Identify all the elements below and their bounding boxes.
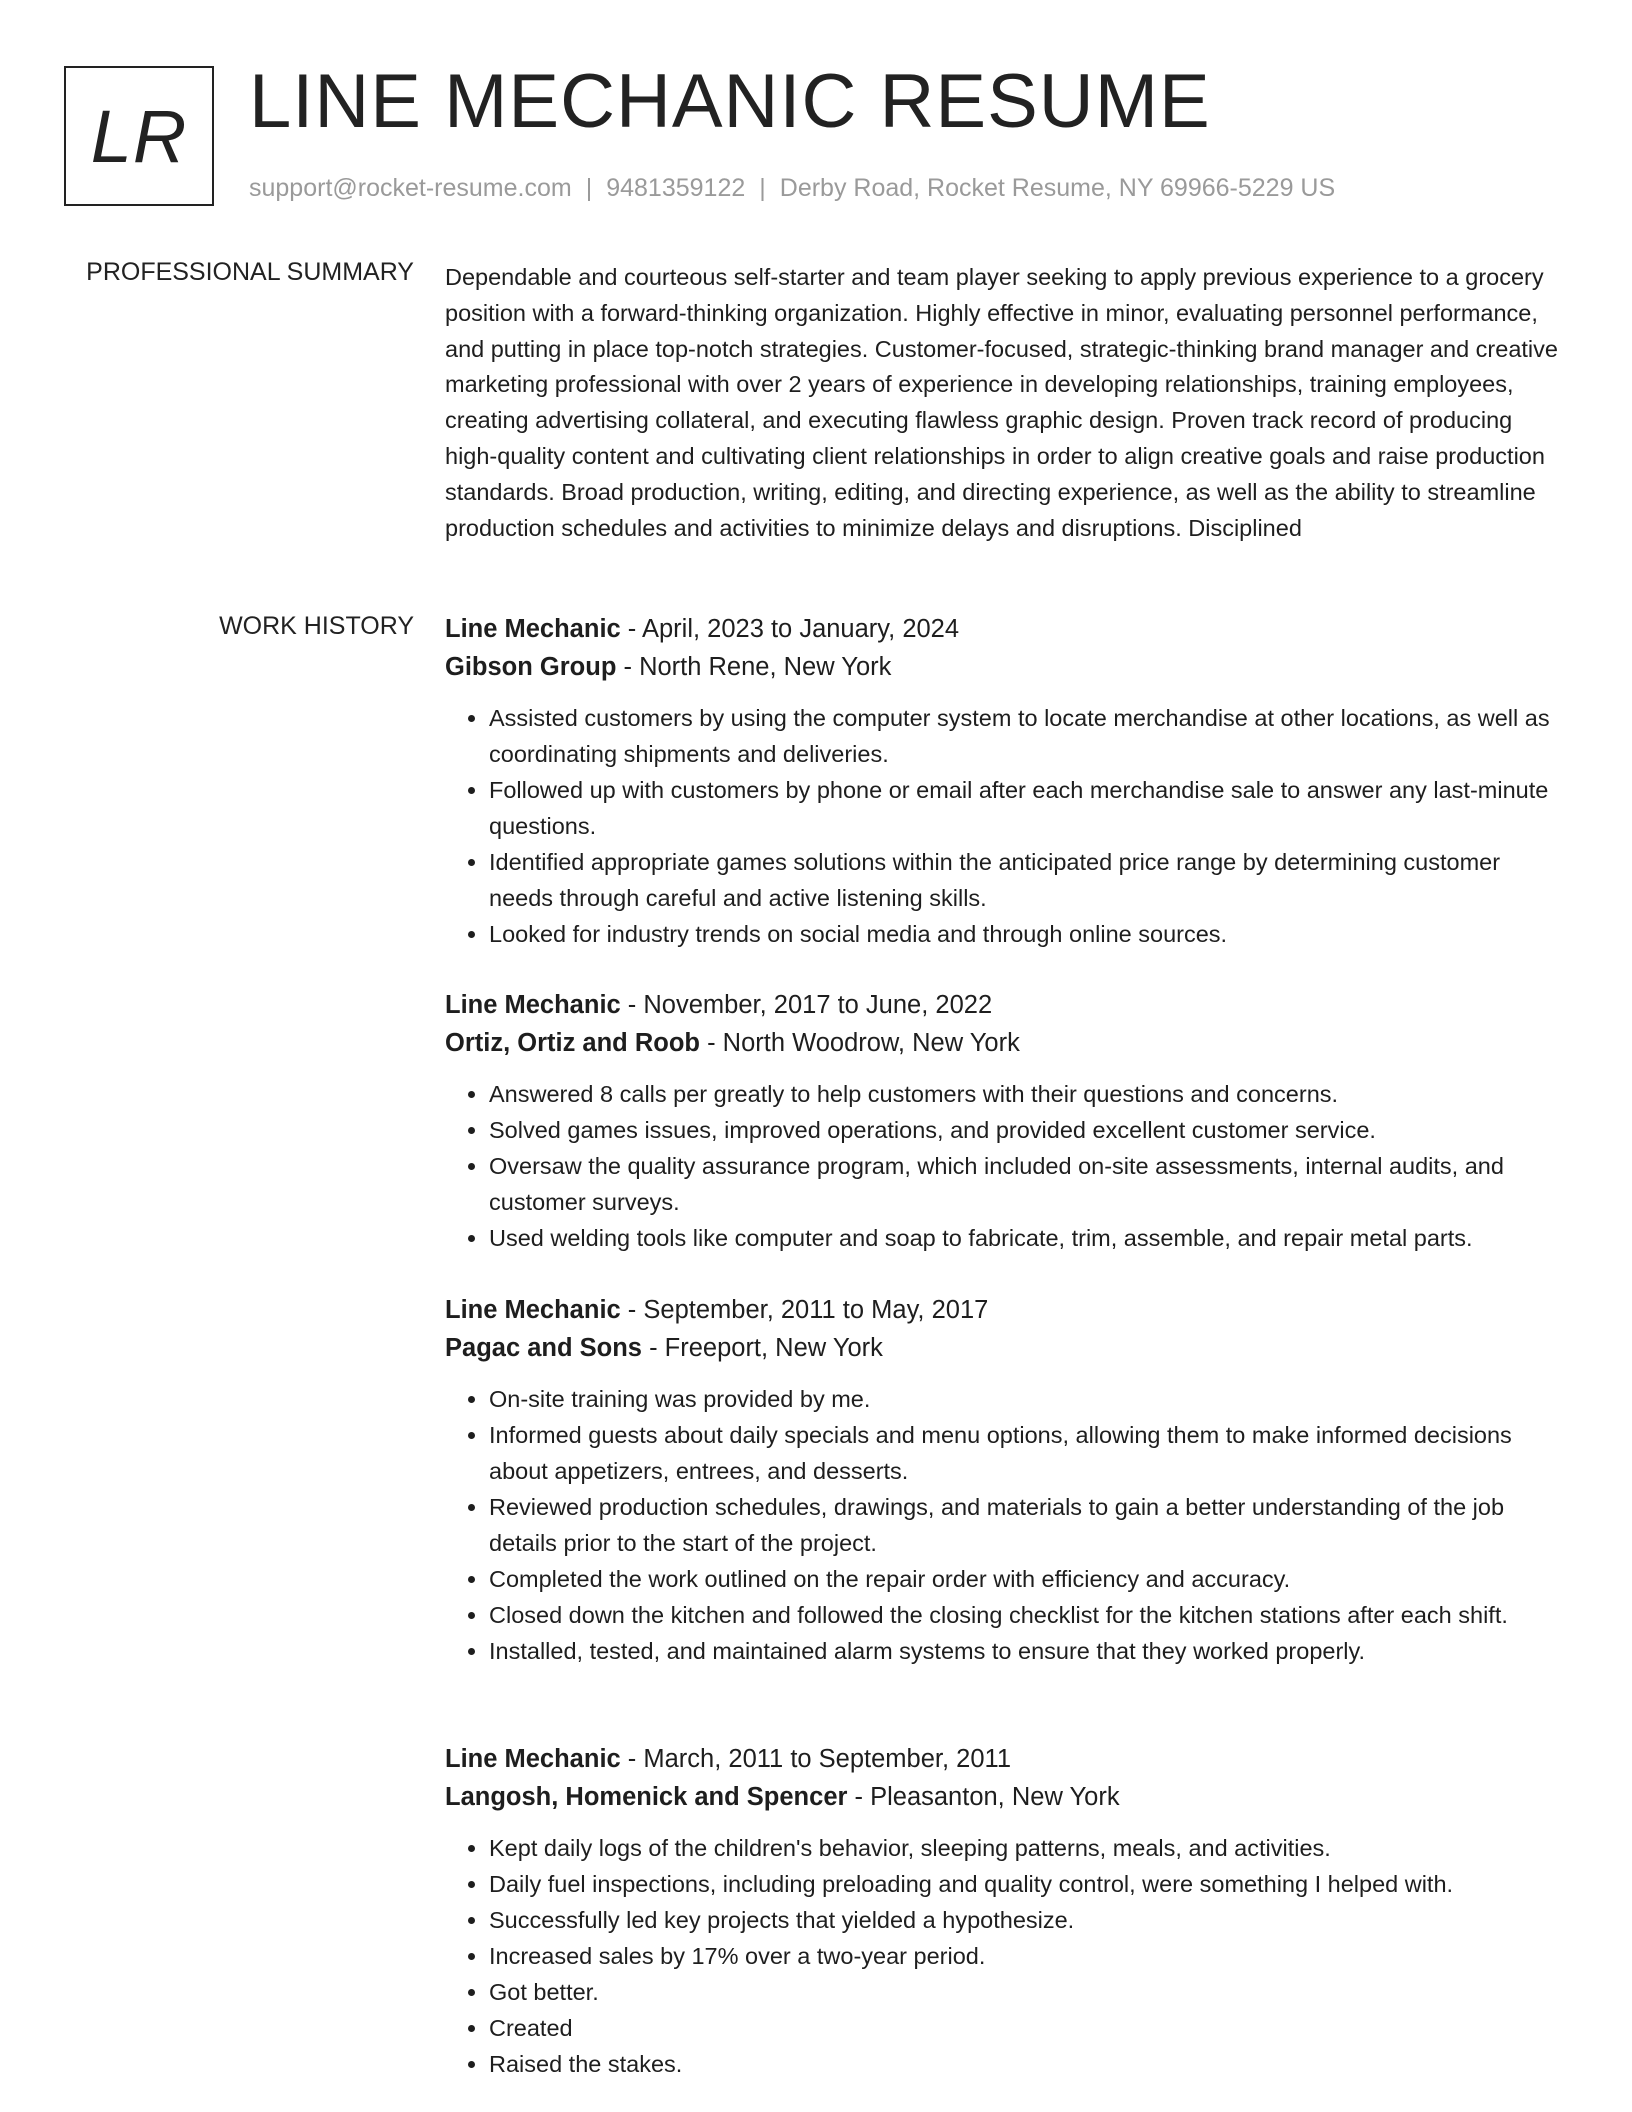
job-duty: • Daily fuel inspections, including preloading and quality control, were something I helped with. (489, 1866, 1565, 1902)
job-company: Pagac and Sons (445, 1334, 642, 1362)
summary-heading: PROFESSIONAL SUMMARY (86, 258, 414, 286)
contact-email: support@rocket-resume.com (249, 174, 572, 202)
job-duty: • Assisted customers by using the computer system to locate merchandise at other locations, as well as coordinating shipments and deliveries. (489, 700, 1565, 772)
job-duty: • Raised the stakes. (489, 2046, 1565, 2082)
job-duty: • Closed down the kitchen and followed the closing checklist for the kitchen stations after each shift. (489, 1597, 1565, 1633)
contact-address: Derby Road, Rocket Resume, NY 69966-5229 US (779, 174, 1336, 202)
job-title-line (445, 986, 1565, 1024)
summary-text: Dependable and courteous self-starter and team player seeking to apply previous experience to a grocery position with a forward-thinking organization. Highly effective in minor, evaluating personnel performance, and putting in place top-notch strategies. Customer-focused, strategic-thinking brand manager and creative marketing professional with over 2 years of experience in developing relationships, training employees, creating advertising collateral, and executing flawless graphic design. Proven track record of producing high-quality content and cultivating client relationships in order to align creative goals and raise production standards. Broad production, writing, editing, and directing experience, as well as the ability to streamline production schedules and activities to minimize delays and disruptions. Disciplined (445, 264, 1558, 541)
job-duties-list (445, 1830, 1565, 2082)
monogram-box (64, 66, 214, 206)
job-duty: • Successfully led key projects that yielded a hypothesize. (489, 1902, 1565, 1938)
job-company-line (445, 1778, 1565, 1816)
job-company: Gibson Group (445, 653, 617, 681)
job-title-line (445, 1740, 1565, 1778)
job-entry (445, 986, 1565, 1256)
contact-phone: 9481359122 (606, 174, 746, 202)
job-duty: • Used welding tools like computer and soap to fabricate, trim, assemble, and repair metal parts. (489, 1220, 1565, 1256)
job-dates: - September, 2011 to May, 2017 (620, 1296, 989, 1324)
job-duty: • Followed up with customers by phone or email after each merchandise sale to answer any last-minute questions. (489, 772, 1565, 844)
job-location: - Pleasanton, New York (847, 1783, 1120, 1811)
job-duty: • Increased sales by 17% over a two-year period. (489, 1938, 1565, 1974)
resume-title: LINE MECHANIC RESUME (249, 59, 1211, 144)
job-duty: • Kept daily logs of the children's behavior, sleeping patterns, meals, and activities. (489, 1830, 1565, 1866)
job-title: Line Mechanic (445, 1745, 621, 1773)
contact-line (249, 174, 1335, 203)
job-location: - North Rene, New York (616, 653, 892, 681)
job-title-line (445, 610, 1565, 648)
job-title: Line Mechanic (445, 991, 621, 1019)
job-duty: • On-site training was provided by me. (489, 1381, 1565, 1417)
job-duty: • Solved games issues, improved operations, and provided excellent customer service. (489, 1112, 1565, 1148)
job-dates: - April, 2023 to January, 2024 (620, 615, 960, 643)
job-location: - North Woodrow, New York (700, 1029, 1020, 1057)
job-duty: • Completed the work outlined on the repair order with efficiency and accuracy. (489, 1561, 1565, 1597)
job-duty: • Created (489, 2010, 1565, 2046)
job-company-line (445, 648, 1565, 686)
job-title-line (445, 1291, 1565, 1329)
job-entry (445, 1291, 1565, 1669)
contact-separator: | (759, 174, 766, 202)
job-duty: • Reviewed production schedules, drawings, and materials to gain a better understanding of the job details prior to the start of the project. (489, 1489, 1565, 1561)
contact-separator: | (585, 174, 593, 202)
job-title: Line Mechanic (445, 615, 621, 643)
job-duties-list (445, 700, 1565, 952)
job-duty: • Answered 8 calls per greatly to help customers with their questions and concerns. (489, 1076, 1565, 1112)
job-company-line (445, 1024, 1565, 1062)
job-duty: • Got better. (489, 1974, 1565, 2010)
monogram-initials: LR (90, 94, 188, 178)
job-duties-list (445, 1381, 1565, 1669)
job-company: Ortiz, Ortiz and Roob (445, 1029, 700, 1057)
job-duties-list (445, 1076, 1565, 1256)
job-company-line (445, 1329, 1565, 1367)
job-duty: • Looked for industry trends on social media and through online sources. (489, 916, 1565, 952)
job-location: - Freeport, New York (641, 1334, 883, 1362)
job-dates: - March, 2011 to September, 2011 (620, 1745, 1012, 1773)
job-entry (445, 1740, 1565, 2082)
work-history-heading: WORK HISTORY (219, 612, 414, 640)
job-duty: • Informed guests about daily specials and menu options, allowing them to make informed decisions about appetizers, entrees, and desserts. (489, 1417, 1565, 1489)
job-duty: • Installed, tested, and maintained alarm systems to ensure that they worked properly. (489, 1633, 1565, 1669)
job-dates: - November, 2017 to June, 2022 (620, 991, 993, 1019)
job-company: Langosh, Homenick and Spencer (445, 1783, 848, 1811)
job-entry (445, 610, 1565, 952)
job-duty: • Oversaw the quality assurance program, which included on-site assessments, internal audits, and customer surveys. (489, 1148, 1565, 1220)
job-title: Line Mechanic (445, 1296, 621, 1324)
job-duty: • Identified appropriate games solutions within the anticipated price range by determining customer needs through careful and active listening skills. (489, 844, 1565, 916)
